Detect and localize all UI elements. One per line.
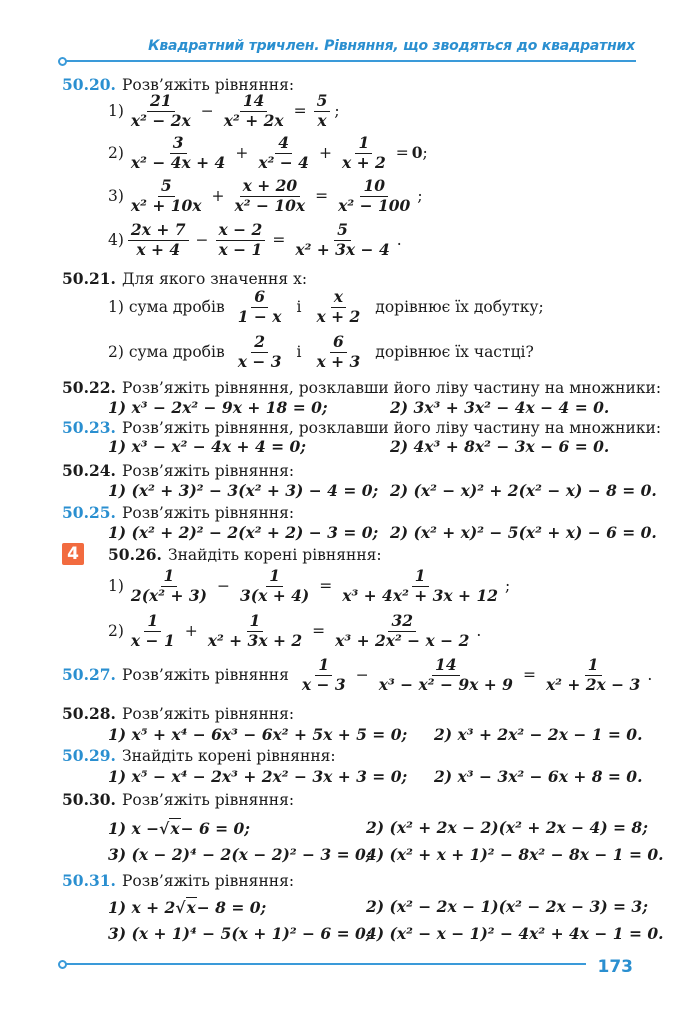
- exercise-50-31: [62, 871, 294, 890]
- equation-50-20-3: 3) $\frac{5}{\text{x² + 10x}}$ + $\frac{x + 20}{\text{x² − 10x}}$ = $\frac{10}{\text{x² − 100}}$ ;: [108, 176, 423, 215]
- item-50-25-1: 1) (x² + 2)² − 2(x² + 2) − 3 = 0;: [108, 523, 379, 542]
- exercise-number: 50.23.: [62, 418, 116, 437]
- difficulty-level-badge: 4: [62, 543, 84, 565]
- item-label: 4): [108, 230, 124, 249]
- fraction: $\frac{1}{x - 3}$: [301, 655, 346, 694]
- item-50-29-1: 1) x⁵ − x⁴ − 2x³ + 2x² − 3x + 3 = 0;: [108, 767, 408, 786]
- exercise-number: 50.21.: [62, 269, 116, 288]
- fraction: $\frac{2}{x - 3}$: [237, 332, 282, 371]
- exercise-text: Розв’яжіть рівняння: [121, 665, 289, 684]
- equation-50-20-2: 2) $\frac{3}{\text{x² − 4x + 4}}$ + $\frac{4}{\text{x² − 4}}$ + $\frac{1}{x + 2}$ = 0 ;: [108, 133, 428, 172]
- exercise-50-21: [62, 269, 307, 288]
- exercise-50-27: 50.27. Розв’яжіть рівняння $\frac{1}{x - 3}$ − $\frac{14}{\text{x³ − x² − 9x + 9}}$ = $\frac{1}{\text{x² + 2x − 3}}$ .: [62, 655, 653, 694]
- item-50-30-4: 4) (x² + x + 1)² − 8x² − 8x − 1 = 0.: [366, 845, 664, 864]
- exercise-number: 50.29.: [62, 746, 116, 765]
- item-label: 1): [108, 576, 124, 595]
- exercise-50-28: [62, 704, 294, 723]
- fraction: $\frac{x - 2}{x - 1}$: [216, 221, 266, 259]
- fraction: $\frac{3}{\text{x² − 4x + 4}}$: [130, 133, 226, 172]
- fraction: $\frac{1}{\text{x² + 3x + 2}}$: [207, 611, 303, 650]
- item-50-31-1: 1) x + 2 √ x − 8 = 0;: [108, 897, 267, 917]
- item-50-22-1: 1) x³ − 2x² − 9x + 18 = 0;: [108, 398, 328, 417]
- fraction: $\frac{4}{\text{x² − 4}}$: [258, 133, 309, 172]
- running-header: Квадратний тричлен. Рівняння, що зводяться до квадратних: [148, 38, 635, 54]
- fraction: $\frac{1}{\text{2(x² + 3)}}$: [130, 566, 207, 605]
- fraction: $\frac{1}{3(x + 4)}$: [239, 566, 310, 605]
- item-50-30-3: 3) (x − 2)⁴ − 2(x − 2)² − 3 = 0;: [108, 845, 372, 864]
- item-50-31-4: 4) (x² − x − 1)² − 4x² + 4x − 1 = 0.: [366, 924, 664, 943]
- fraction: $\frac{5}{\text{x² + 10x}}$: [130, 176, 202, 215]
- header-rule: [66, 60, 636, 62]
- exercise-number: 50.27.: [62, 665, 116, 685]
- exercise-50-23: [62, 418, 661, 437]
- footer-rule: [66, 963, 586, 965]
- exercise-number: 50.28.: [62, 704, 116, 723]
- exercise-text: Розв’яжіть рівняння:: [121, 461, 295, 480]
- fraction: $\frac{5}{x}$: [314, 92, 331, 130]
- item-50-21-2: 2) сума дробів $\frac{2}{x - 3}$ і $\frac{6}{x + 3}$ дорівнює їх частці?: [108, 332, 534, 371]
- fraction: $\frac{1}{\text{x³ + 4x² + 3x + 12}}$: [342, 566, 499, 605]
- exercise-text: Розв’яжіть рівняння:: [121, 503, 295, 522]
- equation-50-26-2: 2) $\frac{1}{x - 1}$ + $\frac{1}{\text{x² + 3x + 2}}$ = $\frac{32}{\text{x³ + 2x² − x − 2}}$ .: [108, 611, 482, 650]
- exercise-number: 50.20.: [62, 75, 116, 94]
- item-50-23-2: 2) 4x³ + 8x² − 3x − 6 = 0.: [390, 437, 610, 456]
- fraction: $\frac{10}{\text{x² − 100}}$: [338, 176, 411, 215]
- sqrt-radicand: x: [170, 819, 180, 838]
- exercise-text: Для якого значення x:: [121, 269, 308, 288]
- item-label: 2): [108, 143, 124, 162]
- item-50-28-1: 1) x⁵ + x⁴ − 6x³ − 6x² + 5x + 5 = 0;: [108, 725, 408, 744]
- item-50-29-2: 2) x³ − 3x² − 6x + 8 = 0.: [434, 767, 643, 786]
- equation-50-26-1: 1) $\frac{1}{\text{2(x² + 3)}}$ − $\frac{1}{3(x + 4)}$ = $\frac{1}{\text{x³ + 4x² + 3x + 12}}$ ;: [108, 566, 511, 605]
- exercise-50-26: [108, 545, 382, 564]
- exercise-text: Розв’яжіть рівняння:: [121, 75, 295, 94]
- item-50-30-2: 2) (x² + 2x − 2)(x² + 2x − 4) = 8;: [366, 818, 648, 837]
- exercise-50-22: [62, 378, 661, 397]
- exercise-number: 50.22.: [62, 378, 116, 397]
- exercise-number: 50.25.: [62, 503, 116, 522]
- exercise-text: Розв’яжіть рівняння, розклавши його ліву частину на множники:: [121, 418, 662, 437]
- item-50-21-1: 1) сума дробів $\frac{6}{1 - x}$ і $\frac{x}{x + 2}$ дорівнює їх добутку;: [108, 287, 544, 326]
- equation-50-20-1: 1) $\frac{21}{\text{x² − 2x}}$ − $\frac{14}{\text{x² + 2x}}$ = $\frac{5}{x}$ ;: [108, 91, 340, 130]
- sqrt-radicand: x: [186, 898, 196, 917]
- item-50-25-2: 2) (x² + x)² − 5(x² + x) − 6 = 0.: [390, 523, 657, 542]
- item-50-28-2: 2) x³ + 2x² − 2x − 1 = 0.: [434, 725, 643, 744]
- fraction: $\frac{1}{x + 2}$: [341, 133, 386, 172]
- exercise-number: 50.26.: [108, 545, 162, 564]
- fraction: $\frac{1}{\text{x² + 2x − 3}}$: [545, 655, 641, 694]
- fraction: $\frac{6}{1 - x}$: [237, 287, 282, 326]
- fraction: $\frac{5}{\text{x² + 3x − 4}}$: [295, 220, 390, 259]
- item-label: 3): [108, 186, 124, 205]
- item-50-31-2: 2) (x² − 2x − 1)(x² − 2x − 3) = 3;: [366, 897, 648, 916]
- exercise-50-30: [62, 790, 294, 809]
- item-50-22-2: 2) 3x³ + 3x² − 4x − 4 = 0.: [390, 398, 610, 417]
- fraction: $\frac{21}{\text{x² − 2x}}$: [130, 91, 191, 130]
- item-50-24-2: 2) (x² − x)² + 2(x² − x) − 8 = 0.: [390, 481, 657, 500]
- item-50-23-1: 1) x³ − x² − 4x + 4 = 0;: [108, 437, 307, 456]
- exercise-number: 50.31.: [62, 871, 116, 890]
- item-label: 1): [108, 101, 124, 120]
- page-number: 173: [597, 957, 633, 977]
- exercise-text: Розв’яжіть рівняння:: [121, 704, 295, 723]
- fraction: $\frac{32}{\text{x³ + 2x² − x − 2}}$: [335, 611, 470, 650]
- exercise-text: Знайдіть корені рівняння:: [167, 545, 382, 564]
- fraction: $\frac{x + 20}{\text{x² − 10x}}$: [234, 176, 306, 215]
- exercise-text: Розв’яжіть рівняння:: [121, 871, 295, 890]
- exercise-number: 50.30.: [62, 790, 116, 809]
- exercise-text: Знайдіть корені рівняння:: [121, 746, 336, 765]
- exercise-text: Розв’яжіть рівняння, розклавши його ліву частину на множники:: [121, 378, 662, 397]
- fraction: $\frac{x}{x + 2}$: [316, 287, 361, 326]
- exercise-50-29: [62, 746, 336, 765]
- item-50-31-3: 3) (x + 1)⁴ − 5(x + 1)² − 6 = 0;: [108, 924, 372, 943]
- fraction: $\frac{2x + 7}{x + 4}$: [128, 221, 189, 259]
- fraction: $\frac{14}{\text{x³ − x² − 9x + 9}}$: [378, 655, 513, 694]
- fraction: $\frac{1}{x - 1}$: [130, 611, 175, 650]
- exercise-text: Розв’яжіть рівняння:: [121, 790, 295, 809]
- item-50-24-1: 1) (x² + 3)² − 3(x² + 3) − 4 = 0;: [108, 481, 379, 500]
- exercise-50-24: [62, 461, 294, 480]
- item-50-30-1: 1) x − √ x − 6 = 0;: [108, 818, 251, 838]
- item-label: 2): [108, 621, 124, 640]
- equation-50-20-4: 4) $\frac{2x + 7}{x + 4}$ − $\frac{x - 2}{x - 1}$ = $\frac{5}{\text{x² + 3x − 4}}$ .: [108, 220, 402, 259]
- fraction: $\frac{6}{x + 3}$: [316, 332, 361, 371]
- exercise-50-25: [62, 503, 294, 522]
- exercise-number: 50.24.: [62, 461, 116, 480]
- fraction: $\frac{14}{\text{x² + 2x}}$: [223, 91, 284, 130]
